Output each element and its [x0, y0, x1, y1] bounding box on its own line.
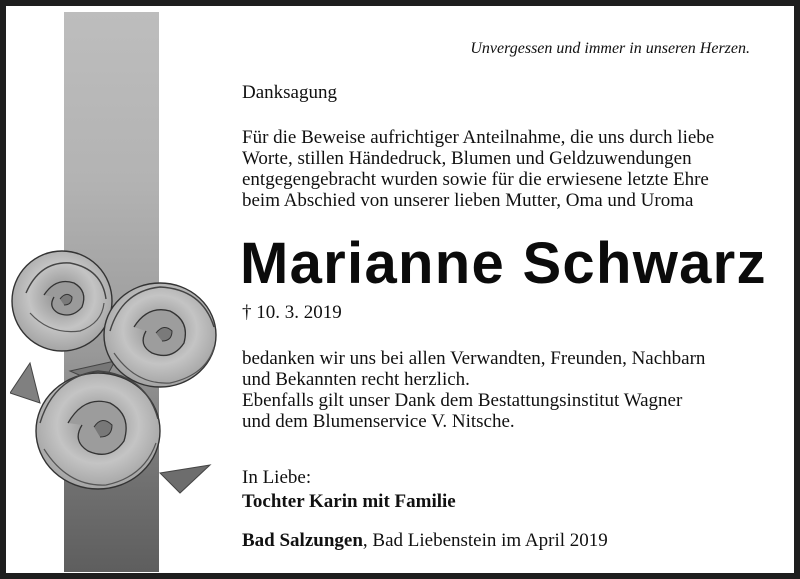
thanks-paragraph	[242, 348, 705, 432]
intro-line: beim Abschied von unserer lieben Mutter, Oma und Uroma	[242, 190, 694, 211]
rose-2	[104, 283, 216, 387]
motto: Unvergessen und immer in unseren Herzen.	[470, 40, 750, 57]
rose-1	[12, 251, 112, 351]
thanks-line: Ebenfalls gilt unser Dank dem Bestattungsinstitut Wagner	[242, 390, 683, 411]
intro-line: Für die Beweise aufrichtiger Anteilnahme, die uns durch liebe	[242, 127, 715, 148]
heading: Danksagung	[242, 82, 337, 103]
rose-3	[36, 371, 160, 489]
death-date: † 10. 3. 2019	[242, 302, 342, 323]
place-rest: , Bad Liebenstein im April 2019	[362, 530, 608, 551]
intro-line: entgegengebracht wurden sowie für die erwiesene letzte Ehre	[242, 169, 709, 190]
roses-illustration	[10, 243, 225, 505]
thanks-line: bedanken wir uns bei allen Verwandten, Freunden, Nachbarn	[242, 348, 706, 369]
thanks-line: und Bekannten recht herzlich.	[242, 369, 470, 390]
place-bold: Bad Salzungen	[242, 530, 363, 551]
place-and-date	[242, 530, 608, 552]
intro-line: Worte, stillen Händedruck, Blumen und Geldzuwendungen	[242, 148, 692, 169]
intro-paragraph	[242, 127, 714, 211]
thanks-line: und dem Blumenservice V. Nitsche.	[242, 411, 515, 432]
family-signature: Tochter Karin mit Familie	[242, 491, 456, 512]
closing-text: In Liebe:	[242, 467, 312, 488]
deceased-name: Marianne Schwarz	[240, 231, 767, 296]
